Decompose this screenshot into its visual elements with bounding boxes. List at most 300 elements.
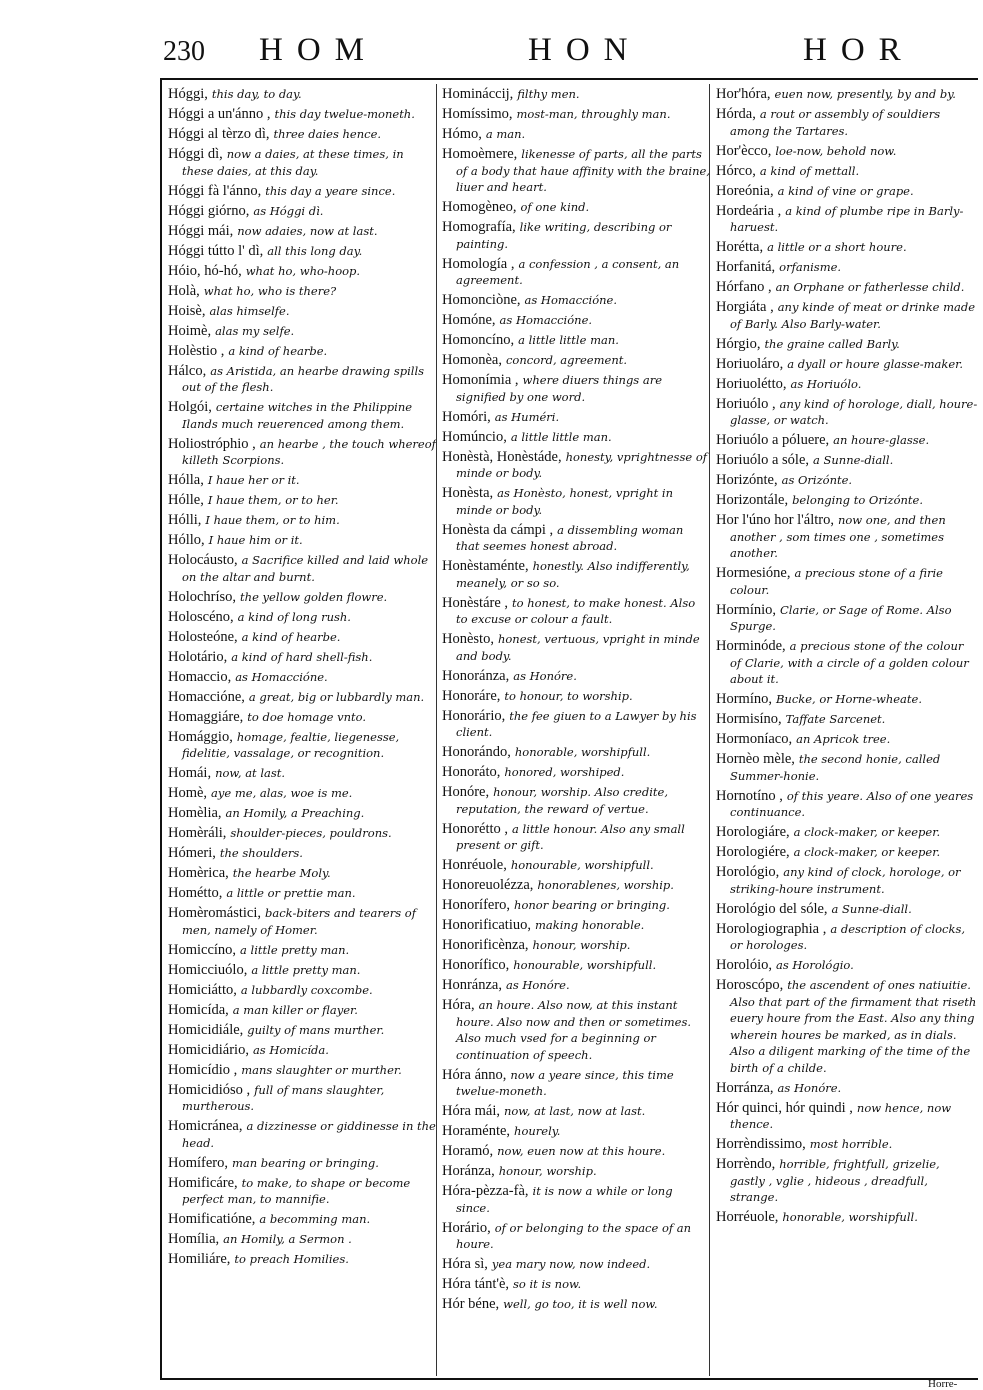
entry-definition: alas my selfe. (215, 323, 295, 338)
entry-headword: Homonèa, (442, 352, 502, 368)
entry-definition: a little honour. Also any small present or gift. (456, 821, 685, 852)
entry-definition: Taffate Sarcenet. (785, 712, 886, 726)
dictionary-entry (442, 1296, 710, 1313)
dictionary-entry (716, 432, 978, 449)
entry-headword: Hóra, (442, 997, 475, 1013)
entry-definition: a precious stone of a firie colour. (730, 566, 943, 597)
dictionary-entry (168, 825, 436, 842)
entry-definition: as Huméri. (494, 409, 560, 424)
dictionary-entry (168, 1082, 436, 1115)
entry-headword: Hórda, (716, 106, 756, 122)
dictionary-entry (716, 977, 978, 1076)
entry-headword: Hóggi fà l'ánno, (168, 182, 262, 199)
dictionary-entry (442, 485, 710, 518)
entry-headword: Horiuólo a sóle, (716, 452, 810, 468)
dictionary-entry (716, 492, 978, 509)
entry-headword: Homiliáre, (168, 1251, 231, 1267)
dictionary-entry (442, 1143, 710, 1160)
dictionary-entry (442, 256, 710, 289)
entry-headword: Honèsto, (442, 631, 494, 647)
entry-definition: a little little man. (510, 429, 612, 444)
dictionary-entry (716, 844, 978, 861)
entry-headword: Horiuólo a póluere, (716, 432, 830, 448)
entry-headword: Homicciuólo, (168, 961, 248, 978)
entry-column-3 (716, 86, 978, 1378)
dictionary-entry (716, 731, 978, 748)
dictionary-entry (442, 199, 710, 216)
dictionary-entry (168, 126, 436, 143)
entry-definition: honour, worship. (532, 938, 631, 952)
dictionary-entry (168, 106, 436, 123)
dictionary-entry (716, 472, 978, 489)
entry-headword: Horánza, (442, 1163, 495, 1179)
dictionary-entry (168, 729, 436, 762)
entry-headword: Horário, (442, 1219, 491, 1236)
entry-definition: honour, worship. (498, 1164, 597, 1178)
dictionary-entry (442, 292, 710, 309)
dictionary-entry (716, 376, 978, 393)
entry-definition: honest, vertuous, vpright in minde and body. (456, 632, 700, 663)
entry-headword: Hométto, (168, 885, 223, 901)
entry-headword: Homiciátto, (168, 981, 237, 998)
entry-definition: Clarie, or Sage of Rome. Also Spurge. (730, 602, 952, 633)
entry-definition: honour, worship. Also credite, reputation, the reward of vertue. (456, 785, 668, 816)
dictionary-entry (716, 921, 978, 954)
dictionary-entry (716, 864, 978, 897)
entry-headword: Holiostróphio , (168, 435, 256, 452)
entry-definition: a little pretty man. (240, 942, 350, 957)
dictionary-entry (716, 452, 978, 469)
entry-definition: a becomming man. (259, 1212, 371, 1226)
entry-headword: Homèromástici, (168, 905, 262, 921)
entry-definition: the shoulders. (219, 846, 303, 860)
dictionary-entry (168, 263, 436, 280)
entry-headword: Homúncio, (442, 428, 507, 445)
entry-definition: any kind of clock, horologe, or striking-houre instrument. (730, 865, 961, 896)
entry-headword: Horologiographia , (716, 920, 827, 937)
dictionary-entry (442, 332, 710, 349)
entry-headword: Hólli, (168, 512, 202, 528)
dictionary-entry (168, 1251, 436, 1268)
entry-definition: a kind of mettall. (759, 163, 860, 178)
dictionary-entry (442, 312, 710, 329)
dictionary-entry (168, 243, 436, 260)
dictionary-entry (442, 1067, 710, 1100)
entry-definition: horrible, frightfull, grizelie, gastly , vglie , hideous , dreadfull, strange. (730, 1157, 940, 1204)
entry-definition: filthy men. (517, 87, 580, 101)
entry-headword: Holotário, (168, 648, 228, 665)
entry-headword: Holochríso, (168, 588, 237, 605)
entry-headword: Horológio del sóle, (716, 900, 828, 917)
entry-definition: euen now, presently, by and by. (774, 87, 956, 101)
dictionary-entry (442, 631, 710, 664)
entry-headword: Holèstio , (168, 342, 225, 359)
entry-definition: any kind of horologe, diall, houre-glasse, or watch. (730, 396, 978, 427)
dictionary-entry (442, 917, 710, 934)
entry-definition: an hearbe , the touch whereof killeth Scorpions. (182, 436, 436, 467)
dictionary-entry (442, 937, 710, 954)
entry-headword: Homiccíno, (168, 941, 237, 958)
dictionary-entry (168, 1211, 436, 1228)
entry-definition: guilty of mans murther. (247, 1022, 385, 1037)
entry-definition: well, go too, it is well now. (503, 1297, 658, 1311)
entry-definition: any kinde of meat or drinke made of Barly. Also Barly-water. (730, 300, 976, 331)
entry-headword: Homificáre, (168, 1174, 238, 1191)
entry-headword: Horizontále, (716, 492, 789, 508)
dictionary-entry (168, 1175, 436, 1208)
dictionary-entry (716, 638, 978, 688)
entry-definition: a dyall or houre glasse-maker. (787, 356, 964, 371)
dictionary-entry (716, 203, 978, 236)
dictionary-entry (168, 669, 436, 686)
entry-headword: Hormesióne, (716, 565, 791, 581)
entry-definition: the hearbe Moly. (232, 866, 331, 880)
entry-definition: a man killer or flayer. (232, 1002, 358, 1017)
entry-headword: Honorétto , (442, 820, 509, 837)
entry-headword: Hóggi giórno, (168, 202, 250, 219)
entry-headword: Hoisè, (168, 302, 206, 319)
entry-definition: mans slaughter or murther. (241, 1062, 402, 1077)
entry-definition: orfanisme. (779, 260, 842, 274)
entry-headword: Hóggi a un'ánno , (168, 106, 271, 122)
entry-definition: as Homaccióne. (524, 293, 617, 307)
entry-headword: Hormisíno, (716, 711, 782, 727)
dictionary-entry (168, 942, 436, 959)
entry-headword: Horológio, (716, 864, 780, 880)
dictionary-entry (716, 957, 978, 974)
dictionary-entry (168, 865, 436, 882)
entry-definition: so it is now. (513, 1277, 582, 1291)
entry-definition: now, at last, now at last. (503, 1104, 646, 1118)
entry-definition: an houre-glasse. (833, 433, 930, 447)
entry-definition: a little little man. (518, 333, 619, 347)
dictionary-entry (168, 765, 436, 782)
entry-definition: the yellow golden flowre. (240, 589, 388, 604)
dictionary-entry (442, 877, 710, 894)
dictionary-entry (442, 688, 710, 705)
entry-headword: Hómeri, (168, 845, 216, 861)
dictionary-entry (442, 668, 710, 685)
dictionary-entry (442, 764, 710, 781)
dictionary-entry (442, 1220, 710, 1253)
entry-headword: Honorífero, (442, 897, 511, 913)
entry-definition: a dissembling woman that seemes honest abroad. (456, 522, 684, 553)
entry-definition: a kind of vine or grape. (777, 183, 914, 198)
entry-headword: Honorificatiuo, (442, 917, 531, 933)
dictionary-entry (442, 522, 710, 555)
dictionary-entry (442, 1183, 710, 1216)
dictionary-entry (168, 86, 436, 103)
dictionary-entry (716, 356, 978, 373)
entry-definition: homage, fealtie, liegenesse, fidelitie, vassalage, or recognition. (182, 729, 400, 760)
entry-headword: Hormíno, (716, 691, 772, 707)
entry-headword: Hórco, (716, 162, 756, 179)
entry-definition: a dizzinesse or giddinesse in the head. (182, 1119, 436, 1150)
entry-headword: Homicránea, (168, 1118, 243, 1134)
entry-headword: Honorário, (442, 707, 506, 724)
entry-definition: the second honie, called Summer-honie. (730, 752, 941, 783)
entry-headword: Homicída, (168, 1001, 229, 1018)
entry-headword: Homología , (442, 255, 515, 272)
bottom-rule (160, 1378, 978, 1380)
dictionary-entry (716, 1136, 978, 1153)
entry-headword: Hordeária , (716, 202, 782, 219)
entry-headword: Homonciòne, (442, 292, 521, 308)
dictionary-entry (168, 436, 436, 469)
dictionary-entry (168, 146, 436, 179)
dictionary-entry (168, 589, 436, 606)
entry-headword: Homíssimo, (442, 106, 513, 122)
dictionary-entry (168, 183, 436, 200)
dictionary-entry (442, 595, 710, 628)
entry-definition: back-biters and tearers of men, namely of Homer. (182, 906, 416, 937)
dictionary-entry (442, 372, 710, 405)
dictionary-entry (442, 352, 710, 369)
dictionary-entry (168, 649, 436, 666)
entry-definition: the ascendent of ones natiuitie. Also that part of the firmament that riseth euery houre from the East. Also any thing wherein houres be marked, as in dials. Also a diligent marking of the time of the birth of a childe. (730, 978, 977, 1075)
dictionary-entry (442, 449, 710, 482)
entry-definition: as Homicída. (252, 1042, 329, 1057)
entry-definition: yea mary now, now indeed. (491, 1257, 651, 1271)
entry-definition: as Horiuólo. (790, 376, 862, 391)
entry-definition: I haue them, or to her. (207, 493, 339, 507)
dictionary-entry (168, 343, 436, 360)
dictionary-entry (442, 1256, 710, 1273)
dictionary-entry (168, 709, 436, 726)
entry-definition: as Homaccióne. (499, 313, 593, 327)
running-head-center: HON (528, 32, 642, 68)
entry-definition: Bucke, or Horne-wheate. (775, 692, 922, 706)
dictionary-entry (442, 1123, 710, 1140)
entry-headword: Hóllo, (168, 532, 205, 548)
entry-headword: Homonímia , (442, 372, 519, 388)
entry-headword: Homèráli, (168, 825, 227, 841)
entry-headword: Hóggi al tèrzo dì, (168, 126, 270, 142)
running-head-right: HOR (803, 32, 915, 68)
entry-definition: loe-now, behold now. (775, 143, 897, 158)
dictionary-entry (168, 363, 436, 396)
dictionary-entry (716, 1080, 978, 1097)
entry-column-2 (442, 86, 710, 1378)
dictionary-entry (716, 163, 978, 180)
entry-headword: Horfanitá, (716, 259, 776, 275)
entry-headword: Hor'ècco, (716, 142, 772, 159)
entry-definition: a rout or assembly of souldiers among the Tartares. (730, 107, 941, 138)
entry-headword: Honorífico, (442, 957, 510, 973)
entry-definition: man bearing or bringing. (231, 1155, 379, 1170)
entry-definition: a kind of long rush. (237, 609, 351, 624)
entry-definition: to honour, to worship. (504, 688, 633, 703)
dictionary-entry (442, 821, 710, 854)
entry-definition: honorable, worshipfull. (782, 1210, 918, 1224)
entry-headword: Honèsta, (442, 485, 494, 501)
entry-definition: honored, worshiped. (504, 765, 625, 779)
entry-headword: Homaccióne, (168, 688, 245, 705)
entry-definition: as Honèsto, honest, vpright in minde or body. (456, 486, 673, 517)
dictionary-entry (716, 183, 978, 200)
entry-headword: Hóra tánt'è, (442, 1276, 510, 1292)
entry-headword: Horiuolétto, (716, 375, 787, 392)
entry-headword: Hóra sì, (442, 1256, 488, 1272)
column-divider (436, 84, 437, 1376)
entry-definition: as Hóggi dì. (253, 203, 324, 218)
catchword: Horre- (928, 1378, 958, 1390)
dictionary-entry (168, 609, 436, 626)
entry-headword: Hoimè, (168, 322, 212, 339)
left-margin-rule (160, 78, 162, 1378)
dictionary-entry (442, 977, 710, 994)
entry-headword: Holoscéno, (168, 608, 234, 625)
dictionary-entry (716, 1100, 978, 1133)
entry-headword: Homília, (168, 1231, 220, 1247)
entry-definition: as Aristida, an hearbe drawing spills out of the flesh. (182, 363, 425, 394)
entry-definition: I haue him or it. (208, 533, 303, 547)
entry-headword: Homaccio, (168, 668, 232, 685)
dictionary-entry (442, 1276, 710, 1293)
dictionary-entry (168, 1042, 436, 1059)
entry-definition: a clock-maker, or keeper. (793, 825, 941, 839)
entry-headword: Holocáusto, (168, 552, 238, 568)
entry-headword: Hór béne, (442, 1296, 500, 1312)
entry-headword: Homóne, (442, 312, 496, 328)
entry-definition: a little or a short houre. (767, 240, 907, 254)
dictionary-entry (716, 259, 978, 276)
dictionary-entry (716, 396, 978, 429)
entry-headword: Honránza, (442, 977, 502, 993)
entry-headword: Hóra-pèzza-fà, (442, 1183, 529, 1199)
dictionary-entry (716, 751, 978, 784)
entry-definition: this day twelue-moneth. (274, 107, 415, 121)
dictionary-entry (168, 399, 436, 432)
entry-definition: a little or prettie man. (226, 886, 356, 900)
entry-headword: Hormínio, (716, 601, 777, 618)
entry-definition: an Orphane or fatherlesse child. (775, 280, 965, 294)
dictionary-entry (442, 409, 710, 426)
entry-headword: Hóggi dì, (168, 146, 223, 162)
dictionary-entry (716, 143, 978, 160)
entry-definition: now, at last. (215, 766, 286, 780)
entry-definition: the graine called Barly. (764, 336, 900, 351)
entry-headword: Homografía, (442, 219, 516, 235)
entry-definition: a kind of hearbe. (241, 629, 341, 644)
entry-definition: it is now a while or long since. (456, 1184, 673, 1215)
entry-definition: most-man, throughly man. (516, 107, 671, 121)
dictionary-entry (168, 532, 436, 549)
dictionary-entry (168, 629, 436, 646)
entry-definition: most horrible. (809, 1137, 893, 1151)
entry-headword: Horrèndissimo, (716, 1136, 806, 1152)
entry-headword: Hórgio, (716, 335, 761, 352)
dictionary-entry (716, 691, 978, 708)
dictionary-entry (442, 784, 710, 817)
entry-definition: three daies hence. (273, 127, 382, 141)
dictionary-entry (442, 897, 710, 914)
entry-definition: this day, to day. (211, 87, 302, 101)
entry-definition: I haue them, or to him. (205, 513, 340, 527)
entry-headword: Horolóio, (716, 957, 772, 973)
entry-headword: Horiuoláro, (716, 355, 784, 372)
entry-headword: Homináccij, (442, 86, 514, 102)
entry-headword: Horétta, (716, 239, 764, 255)
entry-headword: Horoscópo, (716, 977, 784, 993)
entry-definition: honorablenes, worship. (537, 878, 674, 892)
entry-definition: now a daies, at these times, in these daies, at this day. (182, 147, 404, 178)
dictionary-entry (716, 279, 978, 296)
entry-headword: Hóio, hó-hó, (168, 262, 242, 279)
dictionary-entry (716, 512, 978, 562)
dictionary-entry (442, 219, 710, 252)
entry-headword: Hóra ánno, (442, 1066, 507, 1083)
dictionary-entry (168, 1231, 436, 1248)
dictionary-entry (442, 708, 710, 741)
dictionary-entry (716, 711, 978, 728)
entry-headword: Homaggiáre, (168, 708, 244, 725)
entry-definition: now adaies, now at last. (237, 223, 378, 238)
dictionary-entry (442, 997, 710, 1063)
entry-definition: a lubbardly coxcombe. (240, 982, 373, 997)
entry-definition: a kind of hard shell-fish. (231, 649, 373, 664)
entry-headword: Honorificènza, (442, 937, 529, 953)
entry-definition: honourable, worshipfull. (513, 958, 657, 972)
dictionary-entry (716, 299, 978, 332)
entry-definition: this day a yeare since. (265, 183, 396, 198)
entry-definition: aye me, alas, woe is me. (211, 786, 353, 800)
entry-headword: Horránza, (716, 1079, 774, 1096)
entry-headword: Homificatióne, (168, 1211, 256, 1227)
entry-definition: where diuers things are signified by one word. (456, 373, 663, 404)
entry-headword: Hor l'úno hor l'áltro, (716, 512, 834, 528)
entry-definition: a clock-maker, or keeper. (793, 845, 941, 859)
dictionary-entry (716, 1156, 978, 1206)
dictionary-entry (716, 239, 978, 256)
dictionary-entry (716, 336, 978, 353)
dictionary-entry (168, 472, 436, 489)
dictionary-entry (168, 785, 436, 802)
dictionary-entry (168, 552, 436, 585)
dictionary-entry (716, 1209, 978, 1226)
entry-definition: an houre. Also now, at this instant houre. Also now and then or sometimes. Also much vsed for a beginning or continuation of speech. (456, 998, 691, 1062)
entry-definition: like writing, describing or painting. (456, 220, 672, 251)
entry-headword: Holà, (168, 282, 200, 299)
entry-headword: Holosteóne, (168, 628, 238, 645)
entry-definition: as Honóre. (777, 1080, 842, 1095)
dictionary-entry (168, 512, 436, 529)
entry-definition: I haue her or it. (207, 473, 300, 487)
dictionary-entry (168, 1062, 436, 1079)
dictionary-entry (442, 1103, 710, 1120)
entry-headword: Horizónte, (716, 472, 778, 488)
entry-definition: an Apricok tree. (796, 732, 891, 746)
entry-headword: Hornèo mèle, (716, 751, 795, 767)
entry-definition: a great, big or lubbardly man. (248, 689, 425, 704)
dictionary-entry (168, 323, 436, 340)
entry-headword: Homicídio , (168, 1061, 238, 1078)
entry-headword: Homèlia, (168, 805, 222, 821)
entry-definition: shoulder-pieces, pouldrons. (230, 826, 392, 840)
dictionary-entry (168, 805, 436, 822)
dictionary-entry (716, 565, 978, 598)
entry-definition: a precious stone of the colour of Clarie, with a circle of a golden colour about it. (730, 639, 969, 686)
entry-definition: belonging to Orizónte. (792, 493, 923, 507)
entry-headword: Honoráto, (442, 764, 501, 780)
dictionary-entry (716, 86, 978, 103)
header-rule (160, 78, 978, 80)
entry-headword: Homóri, (442, 408, 491, 425)
entry-headword: Honorándo, (442, 744, 511, 760)
entry-headword: Homággio, (168, 728, 233, 745)
entry-headword: Honèstáre , (442, 594, 509, 611)
entry-headword: Homè, (168, 785, 208, 801)
